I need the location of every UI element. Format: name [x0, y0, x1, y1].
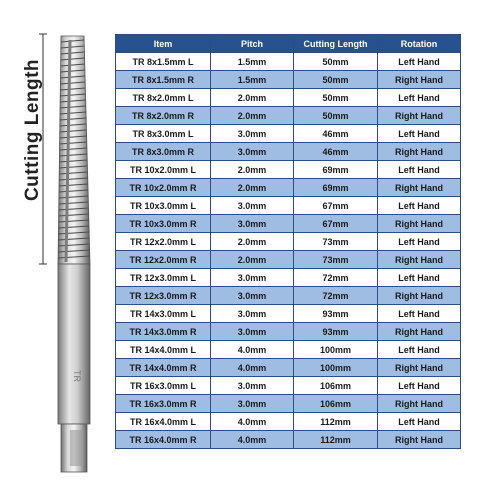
cell-cutting-length: 50mm	[294, 89, 378, 107]
cell-cutting-length: 67mm	[294, 197, 378, 215]
cell-pitch: 3.0mm	[211, 323, 294, 341]
table-row	[116, 107, 461, 125]
cell-item: TR 8x3.0mm L	[116, 125, 211, 143]
cell-rotation: Left Hand	[378, 233, 461, 251]
cell-item: TR 14x3.0mm R	[116, 323, 211, 341]
table-row	[116, 431, 461, 449]
cell-item: TR 12x3.0mm R	[116, 287, 211, 305]
cell-pitch: 3.0mm	[211, 377, 294, 395]
cell-pitch: 3.0mm	[211, 215, 294, 233]
cell-cutting-length: 112mm	[294, 431, 378, 449]
cell-cutting-length: 100mm	[294, 359, 378, 377]
cell-cutting-length: 67mm	[294, 215, 378, 233]
cell-pitch: 4.0mm	[211, 413, 294, 431]
table-row	[116, 305, 461, 323]
shank	[58, 264, 90, 424]
header-pitch: Pitch	[211, 35, 294, 53]
cell-pitch: 4.0mm	[211, 341, 294, 359]
cell-item: TR 8x2.0mm L	[116, 89, 211, 107]
cell-pitch: 4.0mm	[211, 359, 294, 377]
cell-rotation: Left Hand	[378, 341, 461, 359]
table-row	[116, 341, 461, 359]
table-row	[116, 377, 461, 395]
cell-item: TR 14x4.0mm L	[116, 341, 211, 359]
cell-pitch: 2.0mm	[211, 89, 294, 107]
cell-cutting-length: 106mm	[294, 377, 378, 395]
cell-pitch: 2.0mm	[211, 179, 294, 197]
cell-item: TR 10x2.0mm R	[116, 179, 211, 197]
table-row	[116, 53, 461, 71]
header-rotation: Rotation	[378, 35, 461, 53]
cell-cutting-length: 93mm	[294, 305, 378, 323]
tap-tool-drawing	[0, 0, 110, 490]
header-item: Item	[116, 35, 211, 53]
cell-item: TR 8x2.0mm R	[116, 107, 211, 125]
cell-cutting-length: 46mm	[294, 125, 378, 143]
cell-item: TR 10x3.0mm R	[116, 215, 211, 233]
table-row	[116, 125, 461, 143]
cell-item: TR 10x2.0mm L	[116, 161, 211, 179]
cell-pitch: 1.5mm	[211, 71, 294, 89]
cell-cutting-length: 50mm	[294, 53, 378, 71]
cell-item: TR 16x4.0mm R	[116, 431, 211, 449]
table-row	[116, 89, 461, 107]
cell-item: TR 12x2.0mm R	[116, 251, 211, 269]
table-row	[116, 287, 461, 305]
table-row	[116, 143, 461, 161]
table-row	[116, 197, 461, 215]
table-row	[116, 323, 461, 341]
cell-item: TR 12x2.0mm L	[116, 233, 211, 251]
cell-rotation: Left Hand	[378, 89, 461, 107]
cell-item: TR 14x3.0mm L	[116, 305, 211, 323]
table-row	[116, 269, 461, 287]
cell-item: TR 10x3.0mm L	[116, 197, 211, 215]
cell-cutting-length: 73mm	[294, 251, 378, 269]
cell-rotation: Right Hand	[378, 431, 461, 449]
cell-pitch: 3.0mm	[211, 395, 294, 413]
cell-pitch: 3.0mm	[211, 269, 294, 287]
cell-rotation: Right Hand	[378, 71, 461, 89]
cell-item: TR 16x3.0mm L	[116, 377, 211, 395]
cell-cutting-length: 50mm	[294, 107, 378, 125]
cell-pitch: 4.0mm	[211, 431, 294, 449]
cell-pitch: 3.0mm	[211, 125, 294, 143]
cell-pitch: 2.0mm	[211, 251, 294, 269]
cell-item: TR 16x3.0mm R	[116, 395, 211, 413]
cell-pitch: 2.0mm	[211, 107, 294, 125]
cell-pitch: 3.0mm	[211, 287, 294, 305]
table-row	[116, 233, 461, 251]
cell-rotation: Right Hand	[378, 143, 461, 161]
cell-rotation: Right Hand	[378, 359, 461, 377]
cell-rotation: Right Hand	[378, 179, 461, 197]
cell-cutting-length: 72mm	[294, 269, 378, 287]
table-row	[116, 161, 461, 179]
cell-rotation: Right Hand	[378, 287, 461, 305]
cell-rotation: Right Hand	[378, 107, 461, 125]
cell-rotation: Left Hand	[378, 197, 461, 215]
cell-rotation: Left Hand	[378, 269, 461, 287]
cell-item: TR 8x1.5mm L	[116, 53, 211, 71]
cell-cutting-length: 72mm	[294, 287, 378, 305]
cell-rotation: Left Hand	[378, 413, 461, 431]
shank-marking: TR	[72, 370, 82, 382]
cell-pitch: 3.0mm	[211, 143, 294, 161]
cell-pitch: 3.0mm	[211, 197, 294, 215]
cell-cutting-length: 50mm	[294, 71, 378, 89]
cell-rotation: Right Hand	[378, 215, 461, 233]
table-body	[116, 53, 461, 449]
cell-cutting-length: 46mm	[294, 143, 378, 161]
cell-cutting-length: 69mm	[294, 179, 378, 197]
cell-rotation: Left Hand	[378, 53, 461, 71]
cell-rotation: Left Hand	[378, 161, 461, 179]
cell-pitch: 3.0mm	[211, 305, 294, 323]
table-row	[116, 71, 461, 89]
cell-rotation: Left Hand	[378, 125, 461, 143]
cell-pitch: 2.0mm	[211, 233, 294, 251]
cell-pitch: 2.0mm	[211, 161, 294, 179]
tap-spec-table	[115, 34, 461, 449]
cell-rotation: Left Hand	[378, 305, 461, 323]
cell-rotation: Right Hand	[378, 395, 461, 413]
cell-item: TR 16x4.0mm L	[116, 413, 211, 431]
cell-item: TR 12x3.0mm L	[116, 269, 211, 287]
cell-rotation: Right Hand	[378, 323, 461, 341]
cell-item: TR 8x3.0mm R	[116, 143, 211, 161]
table-row	[116, 359, 461, 377]
table-header-row	[116, 35, 461, 53]
cell-cutting-length: 73mm	[294, 233, 378, 251]
cell-cutting-length: 112mm	[294, 413, 378, 431]
table-row	[116, 395, 461, 413]
tap-tool-illustration	[0, 0, 110, 490]
table-row	[116, 413, 461, 431]
cell-item: TR 14x4.0mm R	[116, 359, 211, 377]
table-row	[116, 215, 461, 233]
table-row	[116, 179, 461, 197]
cell-cutting-length: 93mm	[294, 323, 378, 341]
header-cutting-length: Cutting Length	[294, 35, 378, 53]
cell-cutting-length: 100mm	[294, 341, 378, 359]
cell-rotation: Left Hand	[378, 377, 461, 395]
cell-cutting-length: 106mm	[294, 395, 378, 413]
cell-rotation: Right Hand	[378, 251, 461, 269]
cell-pitch: 1.5mm	[211, 53, 294, 71]
table-row	[116, 251, 461, 269]
cell-item: TR 8x1.5mm R	[116, 71, 211, 89]
cutting-length-text: Cutting Length	[22, 58, 44, 202]
cell-cutting-length: 69mm	[294, 161, 378, 179]
cutting-length-label	[18, 0, 48, 260]
